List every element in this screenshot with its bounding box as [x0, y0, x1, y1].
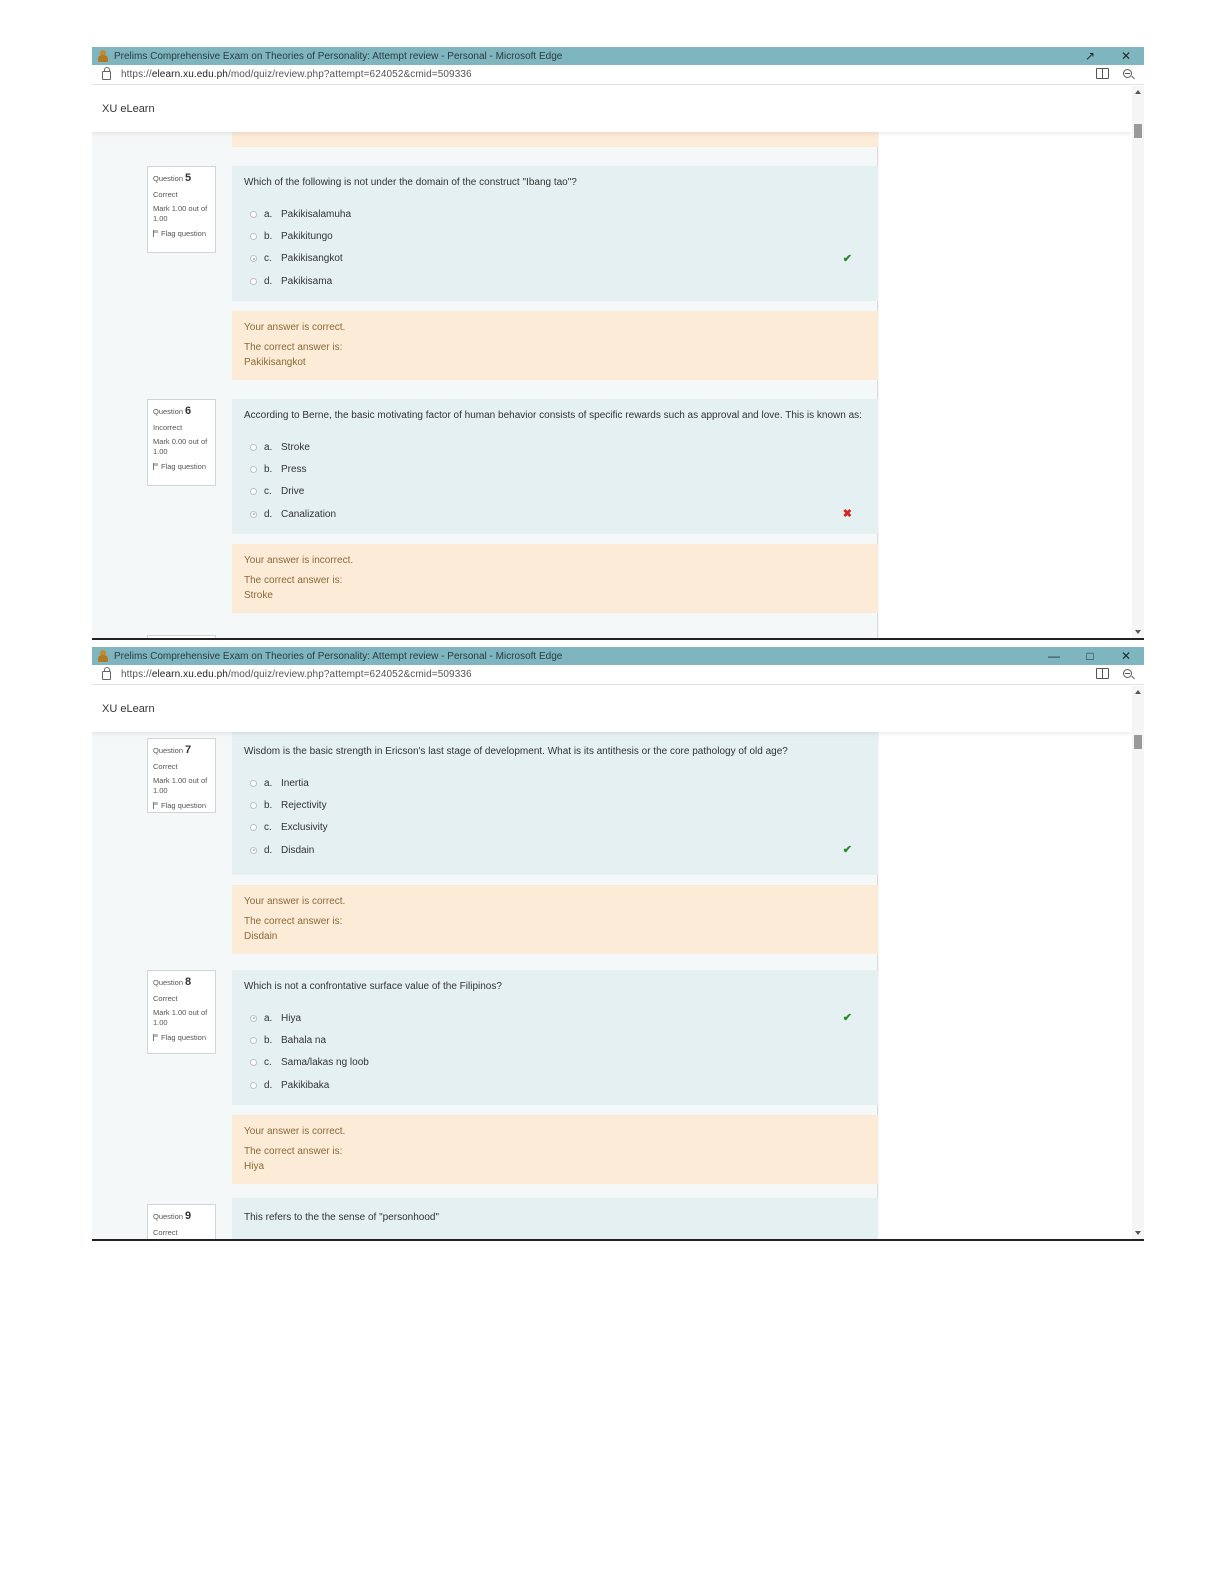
site-name-link[interactable]: XU eLearn	[102, 703, 155, 715]
radio-button[interactable]	[250, 780, 257, 787]
answer-option[interactable]: a. Hiya ✔	[244, 1007, 866, 1029]
radio-button[interactable]	[250, 1059, 257, 1066]
zoom-out-icon[interactable]	[1123, 69, 1132, 78]
minimize-button[interactable]: —	[1048, 649, 1060, 663]
radio-button[interactable]	[250, 488, 257, 495]
flag-icon	[153, 802, 159, 808]
flag-question-link[interactable]: Flag question	[153, 229, 210, 238]
feedback-label: The correct answer is:	[244, 1145, 343, 1157]
previous-feedback-stub	[232, 132, 878, 147]
moodle-user-icon	[98, 650, 108, 662]
answer-option[interactable]: d. Pakikisama	[244, 270, 866, 292]
question-formulation	[232, 166, 878, 301]
feedback-label: The correct answer is:	[244, 341, 343, 353]
radio-button[interactable]	[250, 255, 257, 262]
question-info	[147, 1204, 216, 1239]
url-text[interactable]: https://elearn.xu.edu.ph/mod/quiz/review.php?attempt=624052&cmid=509336	[121, 669, 472, 680]
feedback-answer: Pakikisangkot	[244, 357, 306, 368]
question-formulation	[232, 732, 878, 875]
scrollbar-thumb[interactable]	[1134, 735, 1142, 749]
question-info	[147, 970, 216, 1054]
reading-view-icon[interactable]	[1096, 68, 1109, 79]
question-number: Question 7	[153, 744, 192, 756]
question-formulation	[232, 1198, 878, 1239]
feedback-status: Your answer is correct.	[244, 896, 346, 907]
question-grade: Mark 1.00 out of 1.00	[153, 776, 208, 795]
browser-window-1	[92, 47, 1144, 640]
close-button[interactable]: ✕	[1120, 49, 1132, 63]
flag-icon	[153, 463, 159, 469]
vertical-scrollbar[interactable]	[1132, 86, 1144, 638]
page-viewport	[92, 86, 1132, 638]
scroll-up-arrow-icon[interactable]	[1135, 690, 1141, 694]
radio-button[interactable]	[250, 211, 257, 218]
restore-button[interactable]: ↗	[1084, 49, 1096, 63]
window-titlebar	[92, 47, 1144, 65]
next-question-stub	[147, 635, 216, 638]
flag-question-link[interactable]: Flag question	[153, 801, 210, 810]
moodle-user-icon	[98, 50, 108, 62]
question-text: Wisdom is the basic strength in Ericson's last stage of development. What is its antithesis or the core pathology of old age?	[244, 746, 788, 757]
answer-option[interactable]: c. Sama/lakas ng loob	[244, 1052, 866, 1074]
answer-option[interactable]: a. Inertia	[244, 772, 866, 794]
scroll-down-arrow-icon[interactable]	[1135, 630, 1141, 634]
answer-option[interactable]: c. Pakikisangkot ✔	[244, 248, 866, 270]
scrollbar-thumb[interactable]	[1134, 124, 1142, 138]
flag-icon	[153, 230, 159, 236]
answer-option[interactable]: d. Disdain ✔	[244, 839, 866, 861]
question-grade: Mark 0.00 out of 1.00	[153, 437, 208, 456]
url-text[interactable]: https://elearn.xu.edu.ph/mod/quiz/review.php?attempt=624052&cmid=509336	[121, 69, 472, 80]
right-blank-area	[879, 132, 1132, 638]
flag-icon	[153, 1034, 159, 1040]
radio-button[interactable]	[250, 1015, 257, 1022]
answer-option[interactable]: b. Pakikitungo	[244, 225, 866, 247]
answer-option[interactable]: c. Drive	[244, 481, 866, 503]
answer-option[interactable]: b. Rejectivity	[244, 794, 866, 816]
answer-option[interactable]: c. Exclusivity	[244, 817, 866, 839]
window-titlebar	[92, 647, 1144, 665]
question-text: Which is not a confrontative surface value of the Filipinos?	[244, 981, 502, 992]
quiz-review-region	[92, 732, 878, 1239]
radio-button[interactable]	[250, 444, 257, 451]
right-blank-area	[879, 732, 1132, 1239]
question-grade: Mark 1.00 out of 1.00	[153, 1008, 208, 1027]
lock-icon	[102, 71, 111, 80]
feedback-box	[232, 1115, 878, 1184]
feedback-status: Your answer is correct.	[244, 322, 346, 333]
question-number: Question 9	[153, 1210, 192, 1222]
answer-option[interactable]: d. Pakikibaka	[244, 1074, 866, 1096]
feedback-answer: Hiya	[244, 1161, 265, 1172]
scroll-down-arrow-icon[interactable]	[1135, 1231, 1141, 1235]
reading-view-icon[interactable]	[1096, 668, 1109, 679]
feedback-label: The correct answer is:	[244, 574, 343, 586]
question-state: Incorrect	[153, 422, 183, 432]
scroll-up-arrow-icon[interactable]	[1135, 90, 1141, 94]
address-bar[interactable]	[92, 665, 1144, 685]
radio-button[interactable]	[250, 278, 257, 285]
window-title: Prelims Comprehensive Exam on Theories of Personality: Attempt review - Personal - Microsoft Edge	[114, 50, 563, 62]
question-text: Which of the following is not under the domain of the construct "Ibang tao"?	[244, 177, 577, 188]
window-title: Prelims Comprehensive Exam on Theories of Personality: Attempt review - Personal - Microsoft Edge	[114, 650, 563, 662]
correct-check-icon: ✔	[842, 843, 852, 856]
page-content	[92, 132, 1132, 638]
maximize-button[interactable]: □	[1086, 649, 1094, 663]
question-state: Correct	[153, 993, 178, 1003]
question-state: Correct	[153, 189, 178, 199]
feedback-status: Your answer is correct.	[244, 1126, 346, 1137]
question-info	[147, 166, 216, 253]
question-state: Correct	[153, 761, 178, 771]
page-viewport	[92, 686, 1132, 1239]
question-formulation	[232, 399, 878, 534]
correct-check-icon: ✔	[842, 1012, 852, 1024]
question-number: Question 8	[153, 976, 192, 988]
question-info	[147, 399, 216, 486]
answer-list	[244, 203, 866, 292]
minimize-button[interactable]	[1036, 47, 1072, 65]
feedback-label: The correct answer is:	[244, 915, 343, 927]
radio-button[interactable]	[250, 802, 257, 809]
site-name-link[interactable]: XU eLearn	[102, 103, 155, 115]
question-state: Correct	[153, 1227, 178, 1237]
lock-icon	[102, 671, 111, 680]
question-text: This refers to the the sense of "personhood"	[244, 1212, 439, 1223]
flag-question-link[interactable]: Flag question	[153, 462, 210, 471]
feedback-box	[232, 885, 878, 954]
quiz-review-region	[92, 132, 878, 638]
radio-button[interactable]	[250, 466, 257, 473]
address-bar[interactable]	[92, 65, 1144, 85]
question-text: According to Berne, the basic motivating factor of human behavior consists of specific rewards such as approval and love. This is known as:	[244, 410, 862, 421]
vertical-scrollbar[interactable]	[1132, 686, 1144, 1239]
question-number: Question 5	[153, 172, 192, 184]
answer-option[interactable]: b. Bahala na	[244, 1029, 866, 1051]
answer-option[interactable]: a. Pakikisalamuha	[244, 203, 866, 225]
radio-button[interactable]	[250, 1037, 257, 1044]
answer-option[interactable]: a. Stroke	[244, 436, 866, 458]
question-formulation	[232, 970, 878, 1105]
feedback-box	[232, 544, 878, 613]
feedback-box	[232, 311, 878, 380]
page-content	[92, 732, 1132, 1239]
close-button[interactable]: ✕	[1120, 649, 1132, 663]
site-header	[92, 686, 1132, 732]
site-header	[92, 86, 1132, 132]
zoom-out-icon[interactable]	[1123, 669, 1132, 678]
correct-check-icon: ✔	[842, 252, 852, 265]
browser-window-2	[92, 647, 1144, 1241]
answer-option[interactable]: b. Press	[244, 458, 866, 480]
radio-button[interactable]	[250, 847, 257, 854]
question-grade: Mark 1.00 out of 1.00	[153, 204, 208, 223]
answer-list	[244, 1007, 866, 1096]
radio-button[interactable]	[250, 1082, 257, 1089]
question-info	[147, 738, 216, 813]
radio-button[interactable]	[250, 824, 257, 831]
feedback-answer: Stroke	[244, 590, 273, 601]
feedback-status: Your answer is incorrect.	[244, 555, 354, 566]
question-number: Question 6	[153, 405, 192, 417]
answer-list	[244, 436, 866, 525]
answer-option[interactable]: d. Canalization ✖	[244, 503, 866, 525]
radio-button[interactable]	[250, 233, 257, 240]
incorrect-cross-icon: ✖	[842, 507, 852, 520]
answer-list	[244, 772, 866, 861]
radio-button[interactable]	[250, 511, 257, 518]
feedback-answer: Disdain	[244, 931, 278, 942]
flag-question-link[interactable]: Flag question	[153, 1033, 210, 1042]
